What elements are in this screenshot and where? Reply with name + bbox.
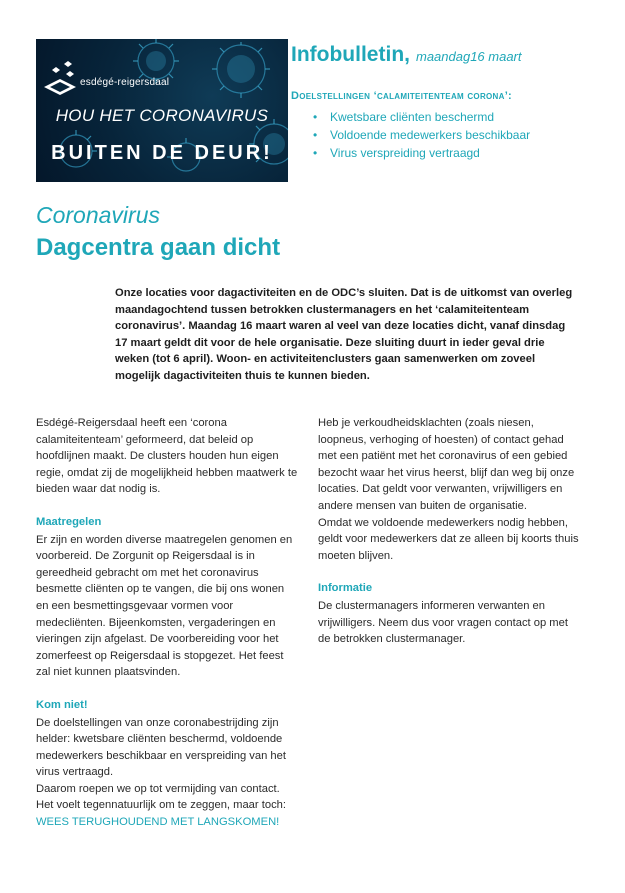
brand-name: esdégé-reigersdaal: [80, 77, 170, 88]
goal-item: • Voldoende medewerkers beschikbaar: [313, 126, 530, 144]
article-headline: Dagcentra gaan dicht: [36, 234, 281, 261]
kom-niet-callout: WEES TERUGHOUDEND MET LANGSKOMEN!: [36, 816, 280, 829]
banner-slogan-line1: HOU HET CORONAVIRUS: [55, 106, 269, 125]
bulletin-title: Infobulletin,: [291, 43, 410, 66]
article-column-right: [318, 415, 583, 648]
section-heading-informatie: Informatie: [318, 582, 373, 595]
goal-item: • Kwetsbare cliënten beschermd: [313, 108, 530, 126]
informatie-paragraph: De clustermanagers informeren verwanten en vrijwilligers. Neem dus voor vragen contact op met de betrokken clustermanager.: [318, 599, 568, 646]
esdege-logo-icon: [42, 59, 80, 99]
bulletin-title-row: [291, 43, 522, 67]
intro-paragraph: Esdégé-Reigersdaal heeft een ‘corona calamiteitenteam’ geformeerd, dat beleid op hoofdlijnen maakt. De clusters houden hun eigen regie, omdat zij de mogelijkheid hebben maatwerk te bieden waar dat nodig is.: [36, 417, 298, 496]
maatregelen-paragraph: Er zijn en worden diverse maatregelen genomen en voorbereid. De Zorgunit op Reigersdaal is in gereedheid gebracht om met het coronavirus besmette cliënten op te vangen, die bij ons wonen en een besmettingsgevaar vormen voor medecliënten. Bijeenkomsten, vergaderingen en vieringen zijn afgelast. De voorbereiding voor het zomerfeest op Reigersdaal is stopgezet. Het feest zal niet kunnen plaatsvinden.: [36, 533, 293, 679]
goals-heading: Doelstellingen ‘calamiteitenteam corona’:: [291, 90, 513, 102]
goals-list: [313, 108, 530, 162]
article-lead: Onze locaties voor dagactiviteiten en de ODC’s sluiten. Dat is de uitkomst van overleg maandagochtend tussen betrokken clustermanagers en het ‘calamiteitenteam coronavirus’. Maandag 16 maart waren al veel van deze locaties dicht, vanaf dinsdag 17 maart geldt dit voor de hele organisatie. Deze sluiting duurt in ieder geval drie weken (tot 6 april). Woon- en activiteitenclusters gaan samenwerken om zoveel mogelijk dagactiviteiten thuis te kunnen bieden.: [115, 287, 573, 382]
article-kicker: Coronavirus: [36, 202, 160, 228]
bulletin-date: maandag16 maart: [415, 49, 522, 64]
goal-item: • Virus verspreiding vertraagd: [313, 144, 530, 162]
kom-niet-paragraph: De doelstellingen van onze coronabestrijding zijn helder: kwetsbare cliënten beschermd, voldoende medewerkers beschikbaar en verspreiding van het virus vertraagd.: [36, 716, 286, 779]
kom-niet-paragraph-2: Daarom roepen we op tot vermijding van contact. Het voelt tegennatuurlijk om te zeggen, maar toch:: [36, 782, 286, 812]
corona-banner: [36, 39, 288, 182]
article-column-left: [36, 415, 298, 831]
symptoms-paragraph: Heb je verkoudheidsklachten (zoals niesen, loopneus, verhoging of hoesten) of contact gehad met een patiënt met het coronavirus of een gebied bezocht waar het virus heerst, blijf dan weg bij onze locaties. Dat geldt voor verwanten, vrijwilligers en andere mensen van buiten de organisatie.: [318, 417, 575, 512]
section-heading-kom-niet: Kom niet!: [36, 698, 88, 711]
staff-paragraph: Omdat we voldoende medewerkers nodig hebben, geldt voor medewerkers dat ze alleen bij koorts thuis moeten blijven.: [318, 516, 579, 562]
banner-slogan-line2: BUITEN DE DEUR!: [51, 142, 273, 164]
section-heading-maatregelen: Maatregelen: [36, 515, 102, 528]
